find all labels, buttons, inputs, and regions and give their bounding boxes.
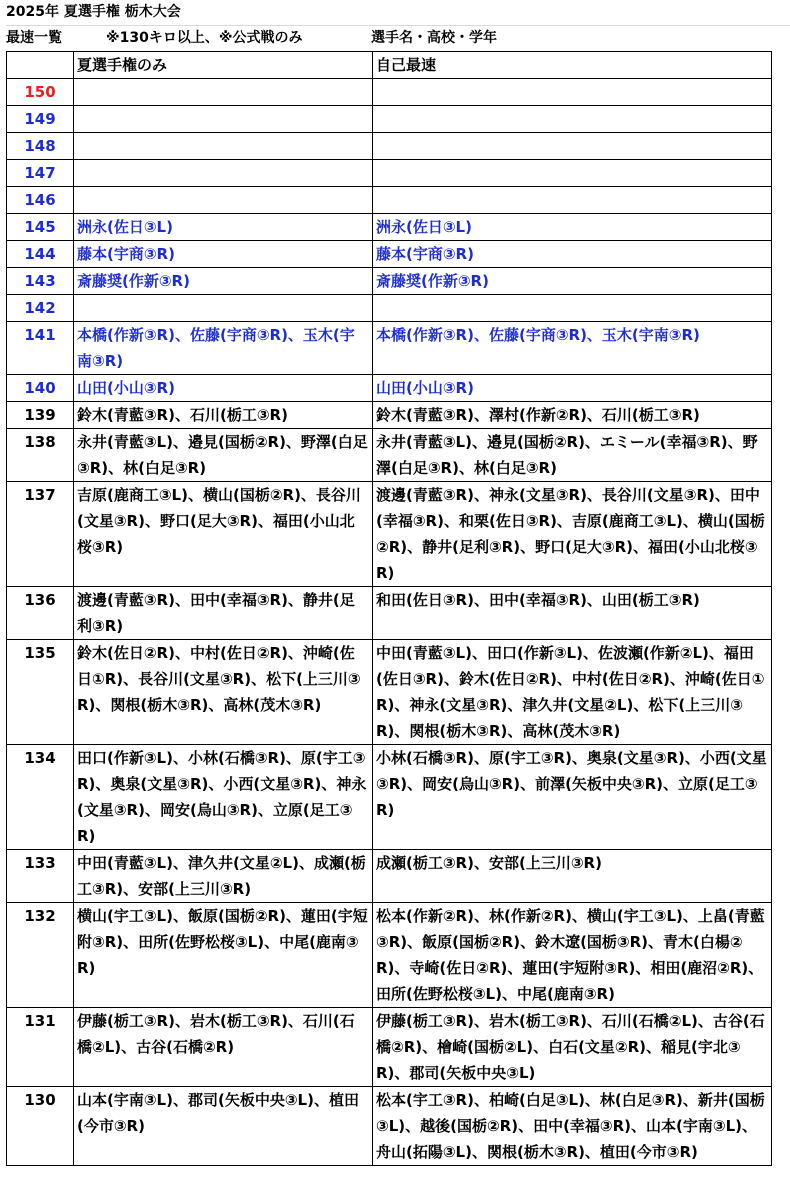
summer-cell: 洲永(佐日③L) [74, 214, 373, 241]
speed-cell: 147 [7, 160, 74, 187]
speed-cell: 149 [7, 106, 74, 133]
header-speed [7, 52, 74, 79]
subtitle-row [6, 26, 790, 51]
table-row [7, 640, 772, 745]
summer-cell: 藤本(宇商③R) [74, 241, 373, 268]
best-cell: 中田(青藍③L)、田口(作新③L)、佐波瀬(作新②L)、福田(佐日③R)、鈴木(佐日②R)、中村(佐日②R)、沖崎(佐日①R)、神永(文星③R)、津久井(文星②L)、松下(上三川③R)、関根(栃木③R)、高林(茂木③R) [373, 640, 772, 745]
summer-cell [74, 79, 373, 106]
speed-cell: 140 [7, 375, 74, 402]
spreadsheet [6, 0, 790, 1166]
best-cell [373, 187, 772, 214]
table-row [7, 587, 772, 640]
table-row [7, 268, 772, 295]
best-cell: 渡邊(青藍③R)、神永(文星③R)、長谷川(文星③R)、田中(幸福③R)、和栗(佐日③R)、吉原(鹿商工③L)、横山(国栃②R)、静井(足利③R)、野口(足大③R)、福田(小山北桜③R) [373, 482, 772, 587]
summer-cell: 斎藤奨(作新③R) [74, 268, 373, 295]
subtitle-left: 最速一覧 [6, 30, 62, 46]
speed-cell: 136 [7, 587, 74, 640]
best-cell: 伊藤(栃工③R)、岩木(栃工③R)、石川(石橋②L)、古谷(石橋②R)、檜崎(国栃②L)、白石(文星②R)、稲見(宇北③R)、郡司(矢板中央③L) [373, 1008, 772, 1087]
best-cell: 鈴木(青藍③R)、澤村(作新②R)、石川(栃工③R) [373, 402, 772, 429]
speed-cell: 138 [7, 429, 74, 482]
summer-cell: 渡邊(青藍③R)、田中(幸福③R)、静井(足利③R) [74, 587, 373, 640]
speed-cell: 143 [7, 268, 74, 295]
summer-cell: 鈴木(佐日②R)、中村(佐日②R)、沖崎(佐日①R)、長谷川(文星③R)、松下(上三川③R)、関根(栃木③R)、高林(茂木③R) [74, 640, 373, 745]
table-row [7, 903, 772, 1008]
summer-cell: 伊藤(栃工③R)、岩木(栃工③R)、石川(石橋②L)、古谷(石橋②R) [74, 1008, 373, 1087]
summer-cell [74, 133, 373, 160]
summer-cell: 山田(小山③R) [74, 375, 373, 402]
speed-cell: 134 [7, 745, 74, 850]
speed-cell: 139 [7, 402, 74, 429]
best-cell: 和田(佐日③R)、田中(幸福③R)、山田(栃工③R) [373, 587, 772, 640]
table-header-row [7, 52, 772, 79]
sheet-title: 2025年 夏選手権 栃木大会 [6, 4, 181, 20]
best-cell: 松本(宇工③R)、柏崎(白足③L)、林(白足③R)、新井(国栃③L)、越後(国栃②R)、田中(幸福③R)、山本(宇南③L)、舟山(拓陽③L)、関根(栃木③R)、植田(今市③R) [373, 1087, 772, 1166]
speed-cell: 144 [7, 241, 74, 268]
best-cell [373, 106, 772, 133]
speed-cell: 146 [7, 187, 74, 214]
speed-cell: 145 [7, 214, 74, 241]
summer-cell: 山本(宇南③L)、郡司(矢板中央③L)、植田(今市③R) [74, 1087, 373, 1166]
table-row [7, 160, 772, 187]
header-best: 自己最速 [373, 52, 772, 79]
best-cell: 小林(石橋③R)、原(宇工③R)、奥泉(文星③R)、小西(文星③R)、岡安(烏山③R)、前澤(矢板中央③R)、立原(足工③R) [373, 745, 772, 850]
best-cell: 本橋(作新③R)、佐藤(宇商③R)、玉木(宇南③R) [373, 322, 772, 375]
header-summer: 夏選手権のみ [74, 52, 373, 79]
summer-cell [74, 295, 373, 322]
table-row [7, 214, 772, 241]
summer-cell: 永井(青藍③L)、邉見(国栃②R)、野澤(白足③R)、林(白足③R) [74, 429, 373, 482]
summer-cell: 田口(作新③L)、小林(石橋③R)、原(宇工③R)、奥泉(文星③R)、小西(文星③R)、神永(文星③R)、岡安(烏山③R)、立原(足工③R) [74, 745, 373, 850]
summer-cell: 鈴木(青藍③R)、石川(栃工③R) [74, 402, 373, 429]
speed-cell: 135 [7, 640, 74, 745]
best-cell [373, 133, 772, 160]
best-cell: 松本(作新②R)、林(作新②R)、横山(宇工③L)、上畠(青藍③R)、飯原(国栃②R)、鈴木遼(国栃③R)、青木(白楊②R)、寺崎(佐日②R)、蓮田(宇短附③R)、相田(鹿沼②R)、田所(佐野松桜③L)、中尾(鹿南③R) [373, 903, 772, 1008]
summer-cell: 横山(宇工③L)、飯原(国栃②R)、蓮田(宇短附③R)、田所(佐野松桜③L)、中尾(鹿南③R) [74, 903, 373, 1008]
speed-cell: 133 [7, 850, 74, 903]
speed-cell: 150 [7, 79, 74, 106]
table-row [7, 402, 772, 429]
best-cell: 永井(青藍③L)、邉見(国栃②R)、エミール(幸福③R)、野澤(白足③R)、林(白足③R) [373, 429, 772, 482]
speed-cell: 142 [7, 295, 74, 322]
subtitle-note: ※130キロ以上、※公式戦のみ [106, 30, 303, 46]
summer-cell [74, 106, 373, 133]
table-row [7, 375, 772, 402]
summer-cell: 中田(青藍③L)、津久井(文星②L)、成瀬(栃工③R)、安部(上三川③R) [74, 850, 373, 903]
best-cell: 洲永(佐日③L) [373, 214, 772, 241]
speed-table [6, 51, 772, 1166]
speed-cell: 130 [7, 1087, 74, 1166]
table-row [7, 745, 772, 850]
best-cell: 山田(小山③R) [373, 375, 772, 402]
table-row [7, 79, 772, 106]
best-cell: 藤本(宇商③R) [373, 241, 772, 268]
summer-cell: 本橋(作新③R)、佐藤(宇商③R)、玉木(宇南③R) [74, 322, 373, 375]
speed-cell: 131 [7, 1008, 74, 1087]
speed-cell: 141 [7, 322, 74, 375]
best-cell: 斎藤奨(作新③R) [373, 268, 772, 295]
best-cell [373, 160, 772, 187]
table-row [7, 133, 772, 160]
table-row [7, 106, 772, 133]
table-row [7, 1008, 772, 1087]
summer-cell: 吉原(鹿商工③L)、横山(国栃②R)、長谷川(文星③R)、野口(足大③R)、福田(小山北桜③R) [74, 482, 373, 587]
summer-cell [74, 187, 373, 214]
title-row [6, 0, 790, 26]
table-row [7, 1087, 772, 1166]
table-row [7, 295, 772, 322]
table-row [7, 850, 772, 903]
table-row [7, 429, 772, 482]
best-cell [373, 295, 772, 322]
speed-cell: 148 [7, 133, 74, 160]
table-row [7, 322, 772, 375]
speed-cell: 137 [7, 482, 74, 587]
table-row [7, 482, 772, 587]
table-row [7, 241, 772, 268]
best-cell [373, 79, 772, 106]
best-cell: 成瀬(栃工③R)、安部(上三川③R) [373, 850, 772, 903]
subtitle-right: 選手名・高校・学年 [371, 30, 497, 46]
speed-cell: 132 [7, 903, 74, 1008]
summer-cell [74, 160, 373, 187]
table-row [7, 187, 772, 214]
